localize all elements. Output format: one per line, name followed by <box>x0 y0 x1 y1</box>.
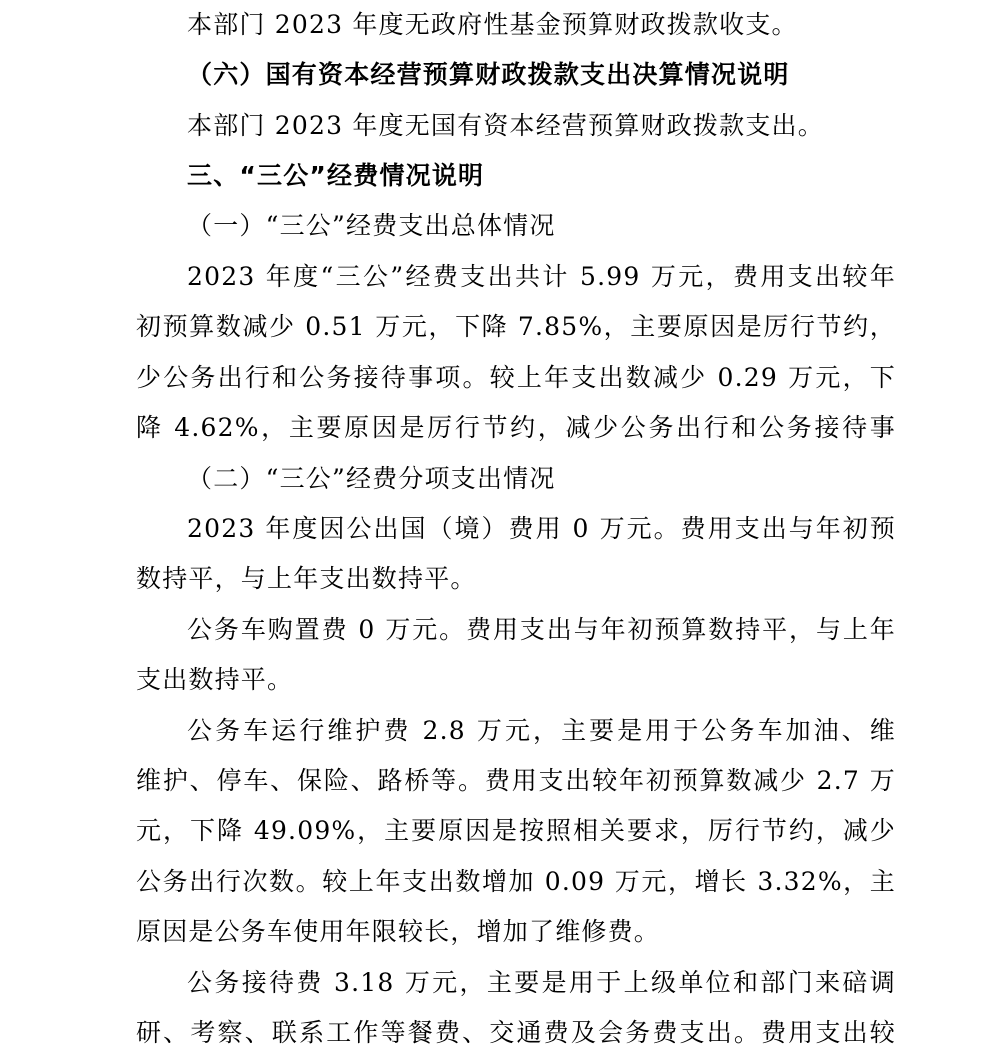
paragraph-line: 公务车购置费 0 万元。费用支出与年初预算数持平，与上年 <box>187 615 896 644</box>
paragraph-line: 公务接待费 3.18 万元，主要是用于上级单位和部门来碚调 <box>187 968 896 997</box>
paragraph-line: 维护、停车、保险、路桥等。费用支出较年初预算数减少 2.7 万 <box>136 766 896 795</box>
paragraph-line: 研、考察、联系工作等餐费、交通费及会务费支出。费用支出较 <box>136 1018 896 1047</box>
paragraph-line: 2023 年度“三公”经费支出共计 5.99 万元，费用支出较年 <box>187 262 896 291</box>
section-heading: （六）国有资本经营预算财政拨款支出决算情况说明 <box>187 60 790 89</box>
subsection-heading: （一）“三公”经费支出总体情况 <box>187 211 556 240</box>
paragraph-line: 公务车运行维护费 2.8 万元，主要是用于公务车加油、维 <box>187 716 896 745</box>
paragraph-line: 元，下降 49.09%，主要原因是按照相关要求，厉行节约，减少 <box>136 816 896 845</box>
paragraph-line: 数持平，与上年支出数持平。 <box>136 564 477 593</box>
paragraph-line: 公务出行次数。较上年支出数增加 0.09 万元，增长 3.32%，主 <box>136 867 896 896</box>
subsection-heading: （二）“三公”经费分项支出情况 <box>187 464 556 493</box>
paragraph-line: 少公务出行和公务接待事项。较上年支出数减少 0.29 万元，下 <box>136 363 896 392</box>
paragraph-line: 初预算数减少 0.51 万元，下降 7.85%，主要原因是厉行节约， <box>136 312 896 341</box>
paragraph-line: 降 4.62%，主要原因是厉行节约，减少公务出行和公务接待事 <box>136 413 896 442</box>
paragraph-line: 支出数持平。 <box>136 665 294 694</box>
paragraph-line: 2023 年度因公出国（境）费用 0 万元。费用支出与年初预 <box>187 514 896 543</box>
paragraph-line: 本部门 2023 年度无政府性基金预算财政拨款收支。 <box>187 10 798 39</box>
paragraph-line: 本部门 2023 年度无国有资本经营预算财政拨款支出。 <box>187 111 824 140</box>
paragraph-line: 原因是公务车使用年限较长，增加了维修费。 <box>136 917 661 946</box>
section-heading: 三、“三公”经费情况说明 <box>187 161 485 190</box>
